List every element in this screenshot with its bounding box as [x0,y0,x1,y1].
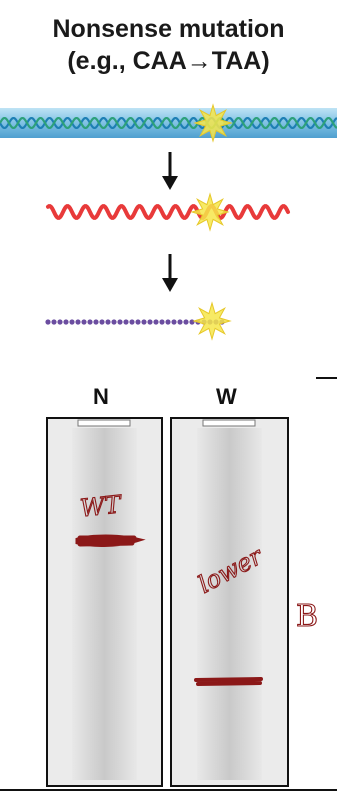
amino-acid-bead [111,319,116,324]
amino-acid-bead [141,319,146,324]
amino-acid-bead [117,319,122,324]
amino-acid-bead [57,319,62,324]
amino-acid-bead [93,319,98,324]
amino-acid-bead [105,319,110,324]
amino-acid-bead [189,319,194,324]
amino-acid-bead [171,319,176,324]
annotation-b: B [296,599,319,634]
amino-acid-bead [69,319,74,324]
mutation-star-icon [192,194,228,230]
down-arrow-icon [162,152,178,190]
band-lower [196,679,261,684]
title-line-2: (e.g., CAA→TAA) [67,47,270,75]
mutation-star-icon [194,303,230,339]
annotation-wt: WT [78,490,123,523]
title-line-1: Nonsense mutation [52,15,285,43]
gel-lane-w [171,418,288,786]
amino-acid-bead [177,319,182,324]
amino-acid-bead [81,319,86,324]
amino-acid-bead [87,319,92,324]
amino-acid-bead [147,319,152,324]
amino-acid-bead [51,319,56,324]
mrna-strand [48,206,288,218]
amino-acid-bead [63,319,68,324]
amino-acid-bead [45,319,50,324]
amino-acid-bead [153,319,158,324]
amino-acid-bead [99,319,104,324]
amino-acid-bead [123,319,128,324]
lane-label-n: N [93,384,109,409]
amino-acid-bead [135,319,140,324]
gel-lane-n [47,418,162,786]
amino-acid-bead [129,319,134,324]
annotation-lower: lower [193,541,268,599]
amino-acid-bead [75,319,80,324]
mutation-star-icon [195,105,231,141]
amino-acid-bead [165,319,170,324]
amino-acid-bead [159,319,164,324]
dna-double-helix [0,108,337,138]
lane-label-w: W [216,384,237,409]
band-wild-type [78,537,136,544]
down-arrow-icon [162,254,178,292]
amino-acid-bead [183,319,188,324]
